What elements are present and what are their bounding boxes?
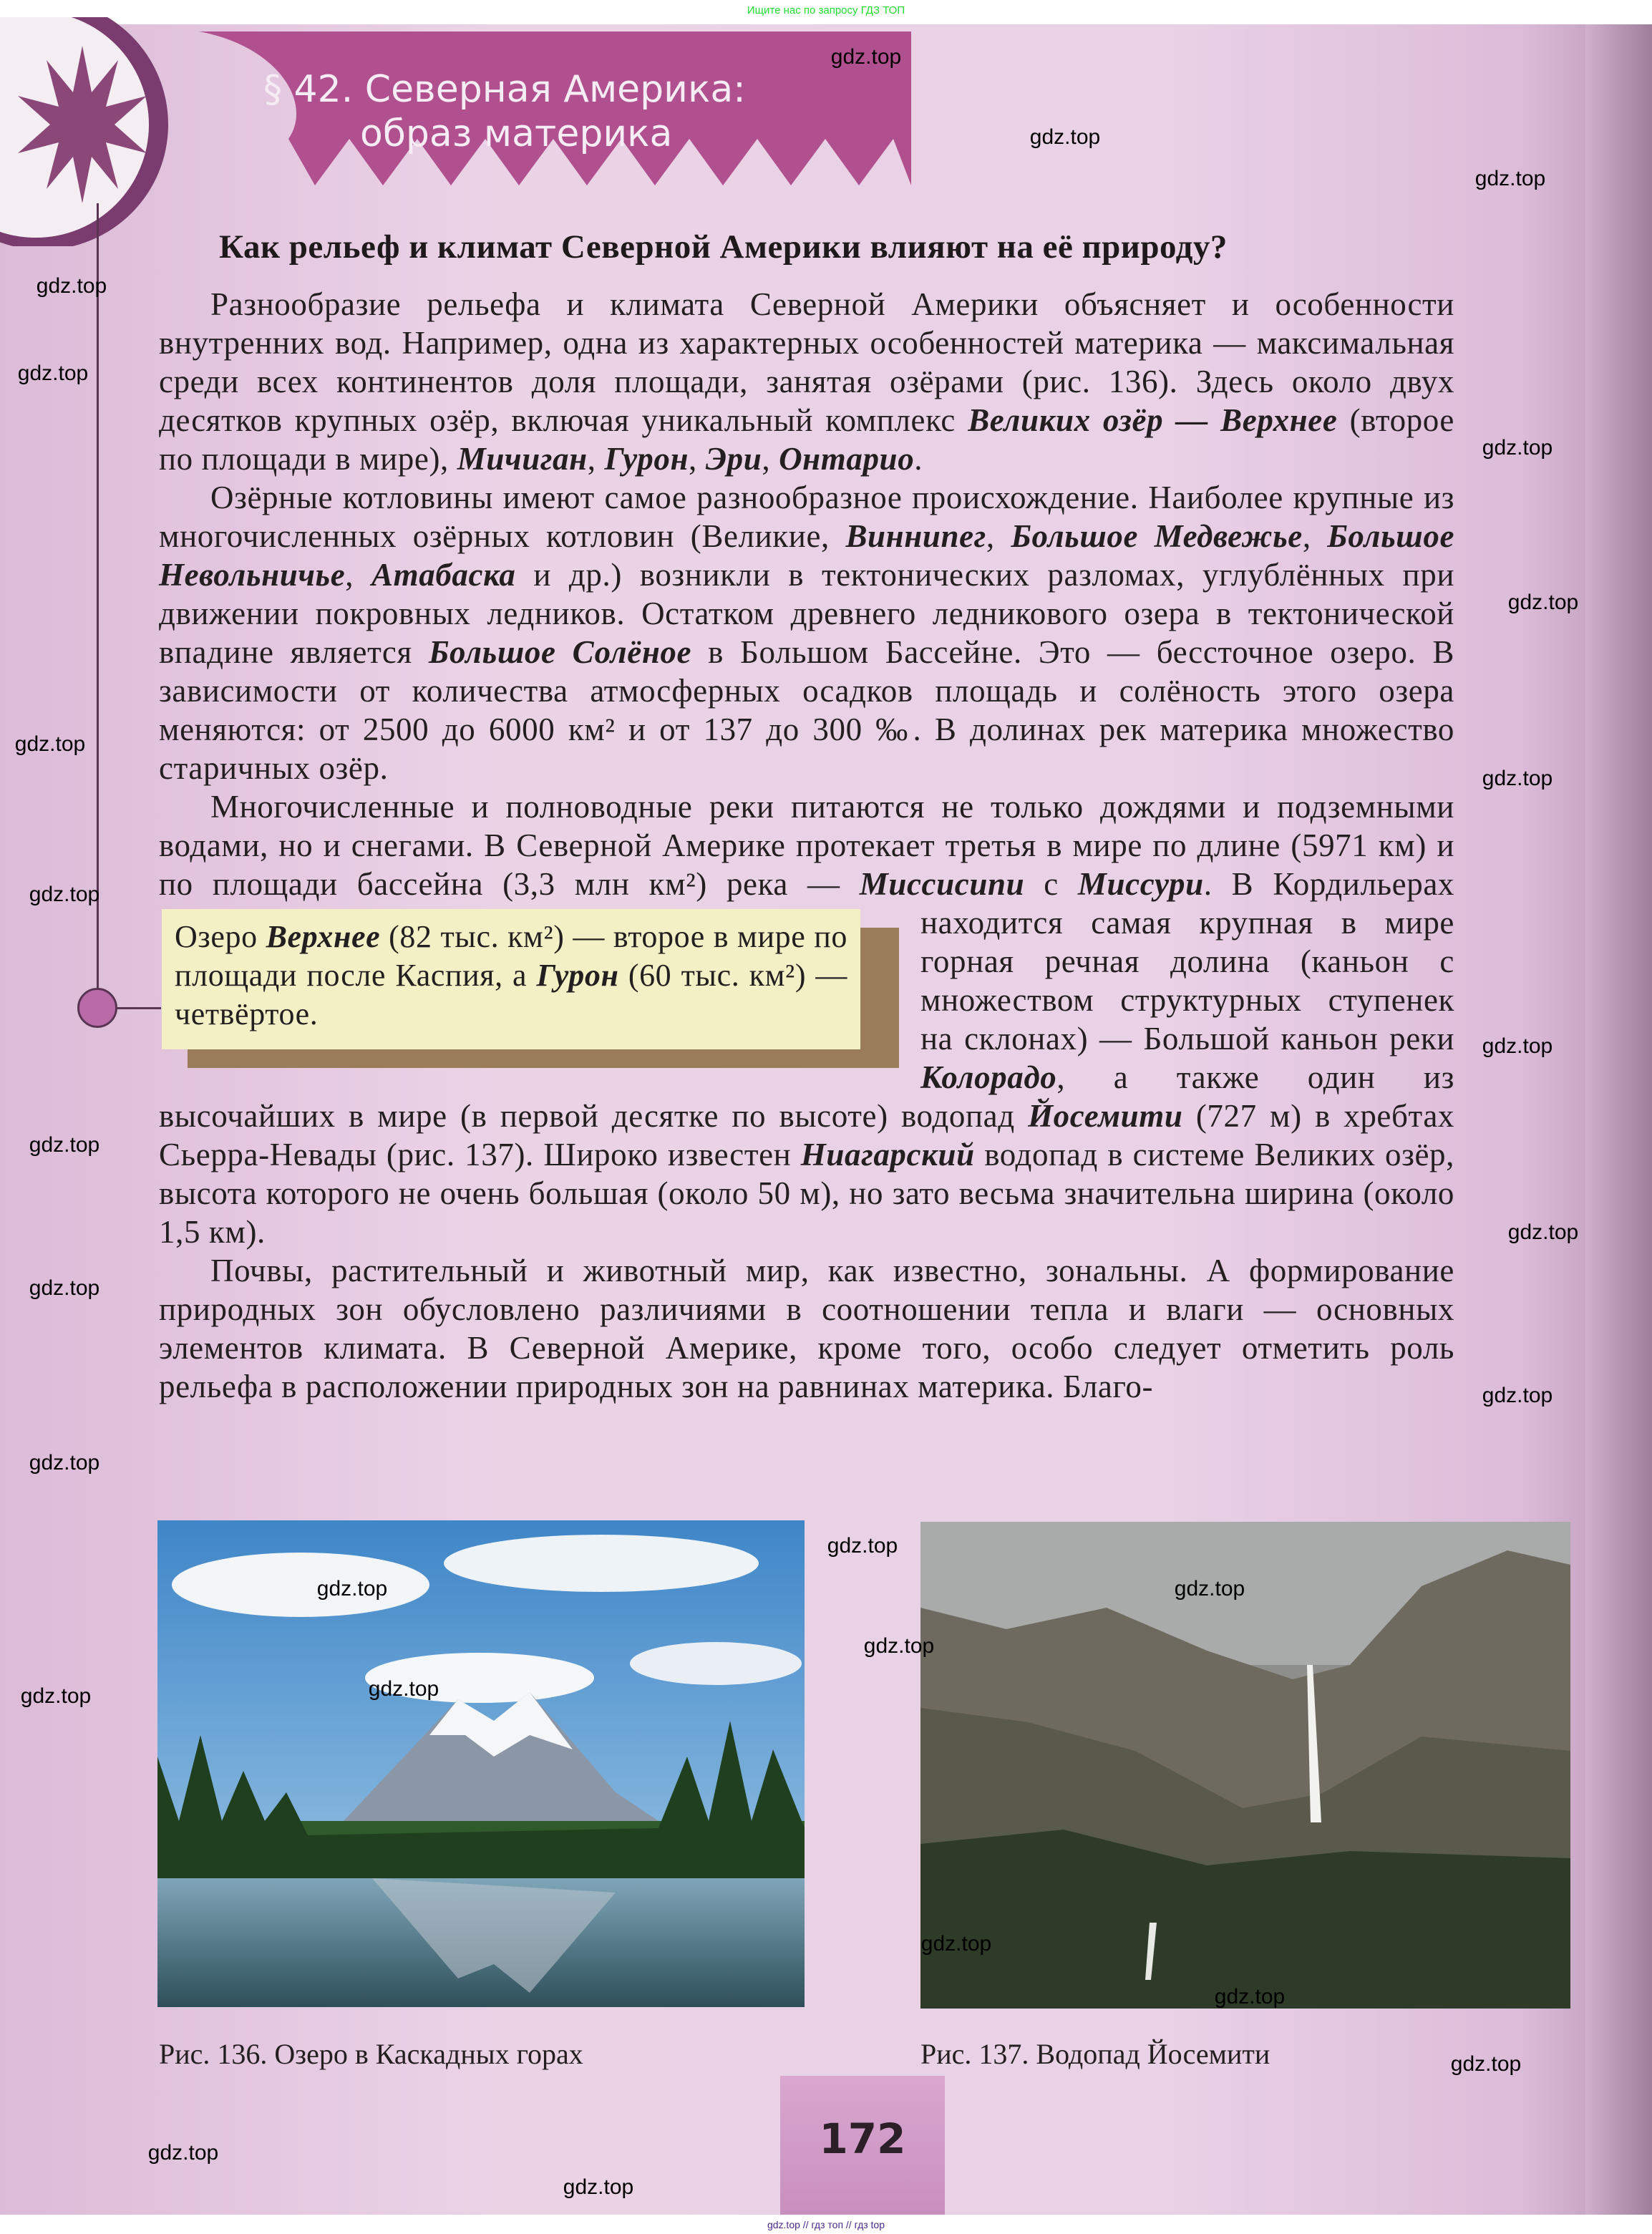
watermark-text: gdz.top bbox=[1482, 767, 1553, 790]
watermark-text: gdz.top bbox=[17, 361, 89, 385]
text-run: водопад в системе Великих озёр, высота которого не очень большая (около 50 м), но зато весьма значительна ширина (около 1,5 км). bbox=[159, 1137, 1454, 1250]
emphasized-term: Ниагарский bbox=[800, 1137, 975, 1172]
paragraph bbox=[159, 478, 1454, 787]
watermark-text: gdz.top bbox=[827, 1534, 898, 1558]
textbook-page bbox=[0, 24, 1652, 2215]
emphasized-term: Большое Солёное bbox=[428, 634, 692, 670]
emphasized-term: Верхнее bbox=[266, 919, 381, 954]
info-note-box bbox=[162, 909, 878, 1049]
watermark-text: gdz.top bbox=[1450, 2052, 1522, 2076]
watermark-text: gdz.top bbox=[20, 1684, 92, 1708]
emphasized-term: Миссури bbox=[1077, 866, 1204, 902]
text-run: Озеро bbox=[175, 919, 266, 954]
note-text bbox=[162, 909, 860, 1049]
emphasized-term: Онтарио bbox=[779, 441, 915, 477]
text-run: , bbox=[345, 557, 372, 593]
text-run: В Кордильерах находится самая крупная в мире горная речная долина (каньон с множеством структурных ступенек на склонах) — Большой каньон реки bbox=[920, 866, 1455, 1057]
watermark-text: gdz.top bbox=[36, 274, 107, 298]
text-run: , bbox=[986, 518, 1011, 554]
text-run: (второе по площади в мире), bbox=[159, 402, 1454, 477]
emphasized-term: Йосемити bbox=[1028, 1098, 1183, 1134]
watermark-text: gdz.top bbox=[1482, 436, 1553, 460]
watermark-text: gdz.top bbox=[863, 1634, 935, 1658]
emphasized-term: Большое Невольничье bbox=[159, 518, 1455, 593]
text-run: , а также один из высочайших в мире (в первой десятке по высоте) водопад bbox=[159, 1059, 1454, 1134]
text-run: . bbox=[1203, 866, 1232, 902]
watermark-text: gdz.top bbox=[1029, 125, 1101, 149]
paragraph bbox=[159, 787, 1454, 1251]
emphasized-term: Атабаска bbox=[371, 557, 516, 593]
emphasized-term: Великих озёр — Верхнее bbox=[968, 402, 1338, 438]
figure-137-caption: Рис. 137. Водопад Йосемити bbox=[920, 2038, 1270, 2070]
figure-136-caption: Рис. 136. Озеро в Каскадных горах bbox=[159, 2038, 583, 2070]
watermark-text: gdz.top bbox=[1474, 167, 1546, 190]
text-run: Озёрные котловины имеют самое разнообразное происхождение. Наиболее крупные из многочисленных озёрных котловин (Великие, bbox=[159, 480, 1454, 554]
text-run: , bbox=[587, 441, 605, 477]
watermark-text: gdz.top bbox=[29, 1451, 100, 1475]
emphasized-term: Виннипег bbox=[845, 518, 986, 554]
watermark-text: gdz.top bbox=[1507, 591, 1579, 614]
text-run: (727 м) в хребтах Сьерра-Невады (рис. 137). Широко известен bbox=[159, 1098, 1454, 1172]
question-heading: Как рельеф и климат Северной Америки влияют на её природу? bbox=[219, 228, 1228, 266]
watermark-text: gdz.top bbox=[1482, 1384, 1553, 1407]
waterfall-image bbox=[920, 1522, 1570, 2009]
section-title-line2: образ материка bbox=[360, 112, 673, 155]
text-run: . bbox=[914, 441, 923, 477]
text-run: с bbox=[1024, 866, 1078, 902]
watermark-text: gdz.top bbox=[1174, 1577, 1245, 1601]
lake-mountain-image bbox=[157, 1520, 805, 2007]
paragraph bbox=[159, 1251, 1454, 1406]
watermark-text: gdz.top bbox=[29, 1133, 100, 1157]
watermark-text: gdz.top bbox=[316, 1577, 388, 1601]
emphasized-term: Эри bbox=[705, 441, 762, 477]
watermark-text: gdz.top bbox=[368, 1677, 439, 1701]
text-run: (82 тыс. км²) — второе в мире по площади после Каспия, а bbox=[175, 919, 847, 993]
text-run: , bbox=[762, 441, 779, 477]
page-number: 172 bbox=[819, 2114, 906, 2163]
emphasized-term: Миссисипи bbox=[859, 866, 1025, 902]
footer-watermark: gdz.top // гдз топ // гдз top bbox=[767, 2219, 885, 2230]
watermark-text: gdz.top bbox=[830, 45, 902, 69]
watermark-text: gdz.top bbox=[147, 2141, 219, 2165]
watermark-text: gdz.top bbox=[1507, 1220, 1579, 1244]
note-marker-icon bbox=[77, 988, 117, 1028]
text-run: Многочисленные и полноводные реки питаются не только дождями и подземными водами, но и снегами. В Северной Америке протекает третья в мире по длине (5971 км) и по площади бассейна (3,3 млн км²) река — bbox=[159, 789, 1454, 902]
emphasized-term: Колорадо bbox=[920, 1059, 1057, 1095]
text-run: Почвы, растительный и животный мир, как известно, зональны. А формирование природных зон обусловлено различиями в соотношении тепла и влаги — основных элементов климата. В Северной Америке, кроме того, особо следует отметить роль рельефа в расположении природных зон на равнинах материка. Благо- bbox=[159, 1253, 1454, 1404]
watermark-text: gdz.top bbox=[29, 883, 100, 906]
text-run: (60 тыс. км²) — четвёртое. bbox=[175, 958, 848, 1031]
watermark-text: gdz.top bbox=[920, 1932, 992, 1956]
figure-137-photo bbox=[920, 1522, 1570, 2009]
paragraph bbox=[159, 285, 1454, 478]
emphasized-term: Гурон bbox=[604, 441, 689, 477]
emphasized-term: Большое Медвежье bbox=[1011, 518, 1303, 554]
emphasized-term: Гурон bbox=[536, 958, 619, 993]
watermark-text: gdz.top bbox=[14, 732, 86, 756]
text-run: в Большом Бассейне. Это — бессточное озеро. В зависимости от количества атмосферных осадков площадь и солёность этого озера меняются: от 2500 до 6000 км² и от 137 до 300 ‰. В долинах рек материка множество старичных озёр. bbox=[159, 634, 1454, 786]
text-run: и др.) возникли в тектонических разломах, углублённых при движении покровных ледников. Остатком древнего ледникового озера в тектонической впадине является bbox=[159, 557, 1455, 670]
page-gutter bbox=[1585, 24, 1652, 2215]
body-text bbox=[159, 285, 1454, 1406]
section-title bbox=[263, 67, 746, 156]
text-run: Разнообразие рельефа и климата Северной Америки объясняет и особенности внутренних вод. Например, одна из характерных особенностей материка — максимальная среди всех континентов доля площади, занятая озёрами (рис. 136). Здесь около двух десятков крупных озёр, включая уникальный комплекс bbox=[159, 286, 1454, 438]
emphasized-term: Мичиган bbox=[457, 441, 588, 477]
text-run: , bbox=[1302, 518, 1328, 554]
watermark-text: gdz.top bbox=[29, 1276, 100, 1300]
search-hint: Ищите нас по запросу ГДЗ ТОП bbox=[747, 4, 905, 16]
section-title-line1: § 42. Северная Америка: bbox=[263, 68, 746, 111]
figure-136-photo bbox=[157, 1520, 805, 2007]
watermark-text: gdz.top bbox=[1482, 1034, 1553, 1058]
watermark-text: gdz.top bbox=[563, 2175, 634, 2199]
watermark-text: gdz.top bbox=[1214, 1985, 1286, 2009]
text-run: , bbox=[689, 441, 706, 477]
